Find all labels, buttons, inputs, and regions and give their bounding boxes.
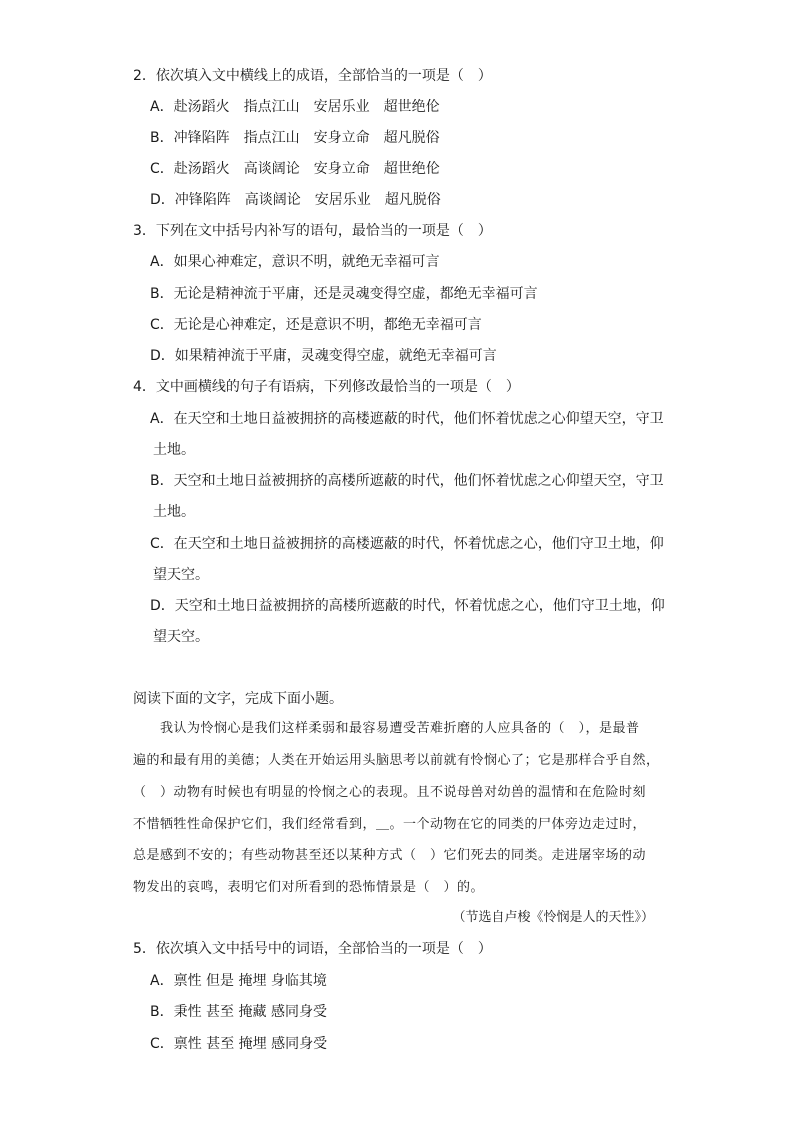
question-3-option-d: D．如果精神流于平庸，灵魂变得空虚，就绝无幸福可言 [150, 348, 497, 364]
question-4-option-a: A．在天空和土地日益被拥挤的高楼遮蔽的时代，他们怀着忧虑之心仰望天空，守卫 [150, 411, 664, 427]
question-3-option-c: C．无论是心神难定，还是意识不明，都绝无幸福可言 [150, 317, 482, 333]
question-4-option-c: C．在天空和土地日益被拥挤的高楼遮蔽的时代，怀着忧虑之心，他们守卫土地，仰 [150, 536, 664, 552]
question-2-stem: 2．依次填入文中横线上的成语，全部恰当的一项是（ ） [133, 68, 492, 84]
question-4-option-a-continued: 土地。 [153, 442, 195, 458]
question-4-option-b-continued: 土地。 [153, 504, 195, 520]
question-4-stem: 4．文中画横线的句子有语病，下列修改最恰当的一项是（ ） [133, 379, 520, 395]
passage-line: 不惜牺牲性命保护它们，我们经常看到，＿。一个动物在它的同类的尸体旁边走过时， [133, 817, 647, 832]
passage-line: 总是感到不安的；有些动物甚至还以某种方式（ ）它们死去的同类。走进屠宰场的动 [133, 848, 647, 863]
question-3-option-a: A．如果心神难定，意识不明，就绝无幸福可言 [150, 254, 440, 270]
question-2-option-a: A．赴汤蹈火 指点江山 安居乐业 超世绝伦 [150, 99, 440, 115]
question-4-option-d-continued: 望天空。 [153, 629, 209, 645]
question-3-stem: 3．下列在文中括号内补写的语句，最恰当的一项是（ ） [133, 223, 492, 239]
passage-line: 遍的和最有用的美德；人类在开始运用头脑思考以前就有怜悯心了；它是那样合乎自然， [133, 753, 660, 768]
passage-line: 我认为怜悯心是我们这样柔弱和最容易遭受苦难折磨的人应具备的（ ），是最普 [133, 721, 640, 736]
question-5-option-a: A．禀性 但是 掩埋 身临其境 [150, 973, 327, 989]
question-4-option-c-continued: 望天空。 [153, 567, 209, 583]
passage-source: （节选自卢梭《怜悯是人的天性》） [452, 910, 654, 925]
passage-line: （ ）动物有时候也有明显的怜悯之心的表现。且不说母兽对幼兽的温情和在危险时刻 [133, 785, 647, 800]
question-5-option-b: B．秉性 甚至 掩藏 感同身受 [150, 1004, 327, 1020]
passage-line: 物发出的哀鸣，表明它们对所看到的恐怖情景是（ ）的。 [133, 880, 485, 895]
question-4-option-d: D．天空和土地日益被拥挤的高楼所遮蔽的时代，怀着忧虑之心，他们守卫土地，仰 [150, 598, 665, 614]
reading-intro: 阅读下面的文字，完成下面小题。 [133, 691, 343, 707]
question-2-option-c: C．赴汤蹈火 高谈阔论 安身立命 超世绝伦 [150, 161, 440, 177]
question-5-stem: 5．依次填入文中括号中的词语，全部恰当的一项是（ ） [133, 941, 492, 957]
question-4-option-b: B．天空和土地日益被拥挤的高楼所遮蔽的时代，他们怀着忧虑之心仰望天空，守卫 [150, 473, 664, 489]
question-2-option-d: D．冲锋陷阵 高谈阔论 安居乐业 超凡脱俗 [150, 192, 441, 208]
question-5-option-c: C．禀性 甚至 掩埋 感同身受 [150, 1036, 328, 1052]
question-3-option-b: B．无论是精神流于平庸，还是灵魂变得空虚，都绝无幸福可言 [150, 286, 538, 302]
question-2-option-b: B．冲锋陷阵 指点江山 安身立命 超凡脱俗 [150, 130, 440, 146]
